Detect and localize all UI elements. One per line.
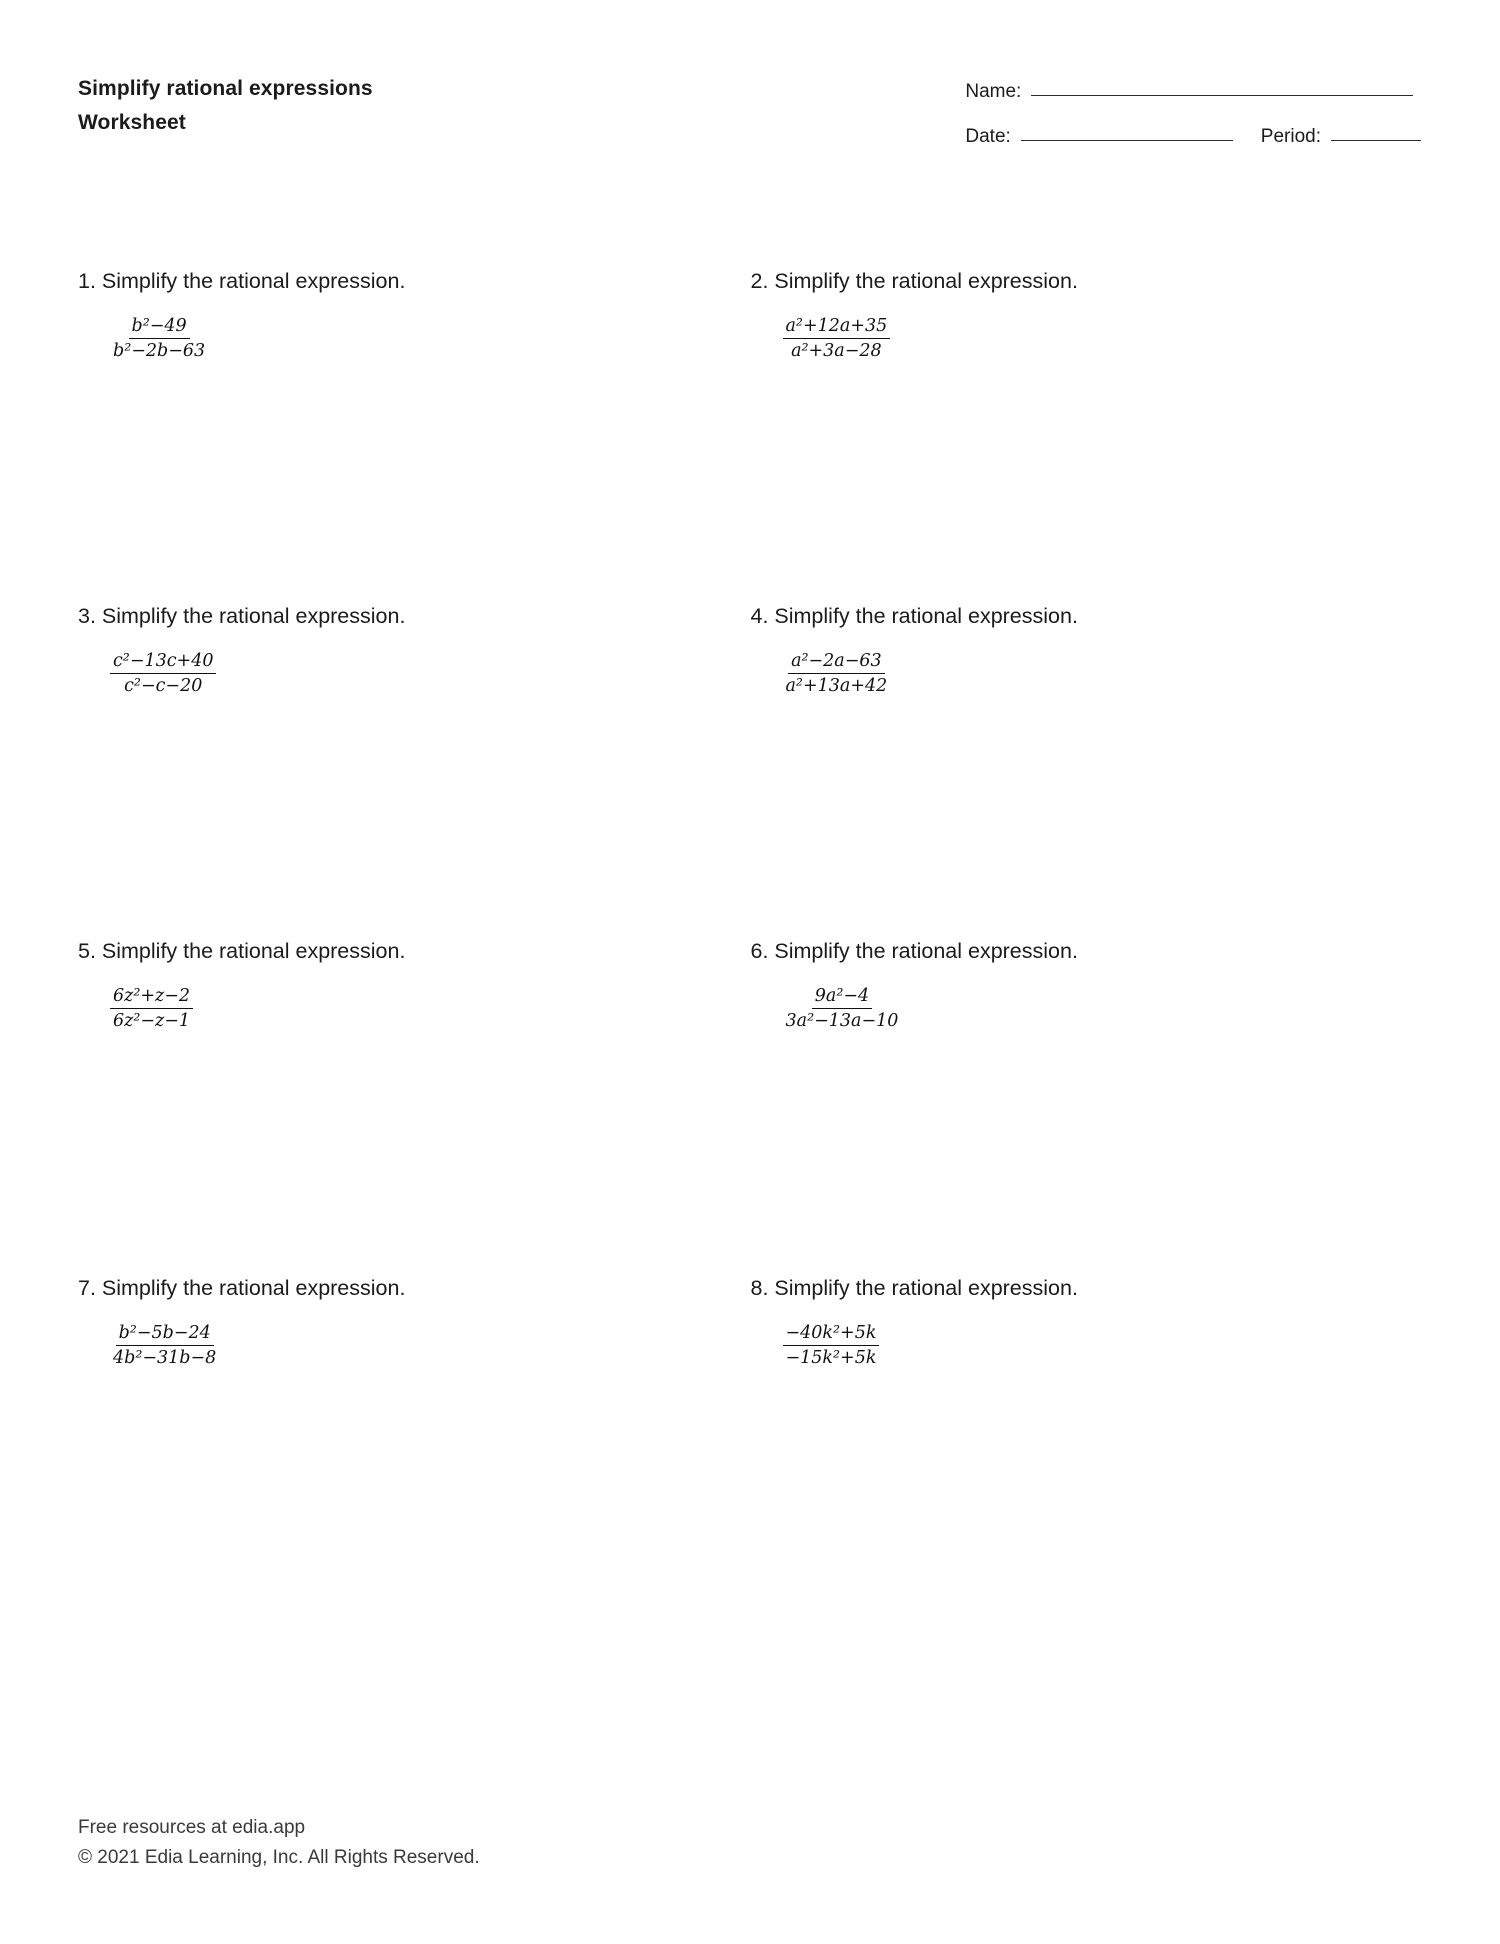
problem-row bbox=[78, 268, 1423, 603]
fraction bbox=[783, 316, 891, 361]
fraction-denominator: −15k²+5k bbox=[785, 1347, 877, 1368]
fraction-numerator: a²−2a−63 bbox=[788, 651, 885, 674]
fraction-denominator: a²+13a+42 bbox=[785, 675, 888, 696]
fraction-numerator: 6z²+z−2 bbox=[110, 986, 193, 1009]
problem-expression bbox=[110, 986, 751, 1031]
problem-prompt: 2. Simplify the rational expression. bbox=[750, 269, 1078, 293]
problem-5 bbox=[78, 938, 751, 1275]
date-input-line[interactable] bbox=[1021, 140, 1233, 141]
fraction bbox=[110, 986, 193, 1031]
fraction-denominator: 6z²−z−1 bbox=[113, 1010, 191, 1031]
name-input-line[interactable] bbox=[1031, 95, 1413, 96]
fraction bbox=[110, 1323, 219, 1368]
problem-7 bbox=[78, 1275, 751, 1575]
problem-row bbox=[78, 938, 1423, 1275]
fraction-numerator: b²−49 bbox=[129, 316, 190, 339]
problem-prompt: 3. Simplify the rational expression. bbox=[78, 604, 406, 628]
fraction bbox=[110, 316, 208, 361]
fraction-numerator: a²+12a+35 bbox=[783, 316, 891, 339]
page-title bbox=[78, 72, 373, 140]
fraction-denominator: 3a²−13a−10 bbox=[785, 1010, 899, 1031]
fraction-numerator: −40k²+5k bbox=[783, 1323, 880, 1346]
fraction-numerator: 9a²−4 bbox=[812, 986, 872, 1009]
page-footer bbox=[78, 1813, 480, 1872]
problem-expression bbox=[783, 986, 1424, 1031]
problem-expression bbox=[783, 316, 1424, 361]
fraction-numerator: b²−5b−24 bbox=[116, 1323, 214, 1346]
fraction bbox=[783, 986, 902, 1031]
problem-4 bbox=[751, 603, 1424, 938]
problem-prompt: 1. Simplify the rational expression. bbox=[78, 269, 406, 293]
problem-expression bbox=[783, 651, 1424, 696]
student-info-block bbox=[965, 82, 1421, 146]
fraction bbox=[783, 651, 891, 696]
footer-copyright-text: © 2021 Edia Learning, Inc. All Rights Reserved. bbox=[78, 1846, 480, 1868]
problem-expression bbox=[110, 316, 751, 361]
fraction-denominator: c²−c−20 bbox=[124, 675, 203, 696]
worksheet-title-line2: Worksheet bbox=[78, 111, 186, 135]
date-period-row bbox=[965, 127, 1421, 146]
problem-row bbox=[78, 1275, 1423, 1575]
problem-expression bbox=[110, 651, 751, 696]
fraction-denominator: a²+3a−28 bbox=[791, 340, 882, 361]
worksheet-title-line1: Simplify rational expressions bbox=[78, 77, 373, 100]
name-label: Name: bbox=[965, 81, 1022, 102]
problem-prompt: 5. Simplify the rational expression. bbox=[78, 939, 406, 963]
problem-prompt: 8. Simplify the rational expression. bbox=[750, 1276, 1078, 1300]
fraction-numerator: c²−13c+40 bbox=[110, 651, 216, 674]
period-label: Period: bbox=[1260, 126, 1321, 147]
problem-3 bbox=[78, 603, 751, 938]
name-row bbox=[965, 82, 1421, 101]
problem-8 bbox=[751, 1275, 1424, 1575]
problem-1 bbox=[78, 268, 751, 603]
worksheet-header bbox=[78, 72, 1423, 146]
fraction bbox=[110, 651, 216, 696]
problem-expression bbox=[110, 1323, 751, 1368]
problem-grid bbox=[78, 268, 1423, 1575]
date-label: Date: bbox=[965, 126, 1011, 147]
problem-prompt: 6. Simplify the rational expression. bbox=[750, 939, 1078, 963]
problem-prompt: 7. Simplify the rational expression. bbox=[78, 1276, 406, 1300]
problem-prompt: 4. Simplify the rational expression. bbox=[750, 604, 1078, 628]
problem-2 bbox=[751, 268, 1424, 603]
footer-resources-text: Free resources at edia.app bbox=[78, 1817, 306, 1839]
fraction bbox=[783, 1323, 880, 1368]
period-input-line[interactable] bbox=[1331, 140, 1421, 141]
problem-expression bbox=[783, 1323, 1424, 1368]
fraction-denominator: 4b²−31b−8 bbox=[113, 1347, 217, 1368]
fraction-denominator: b²−2b−63 bbox=[113, 340, 206, 361]
problem-6 bbox=[751, 938, 1424, 1275]
problem-row bbox=[78, 603, 1423, 938]
